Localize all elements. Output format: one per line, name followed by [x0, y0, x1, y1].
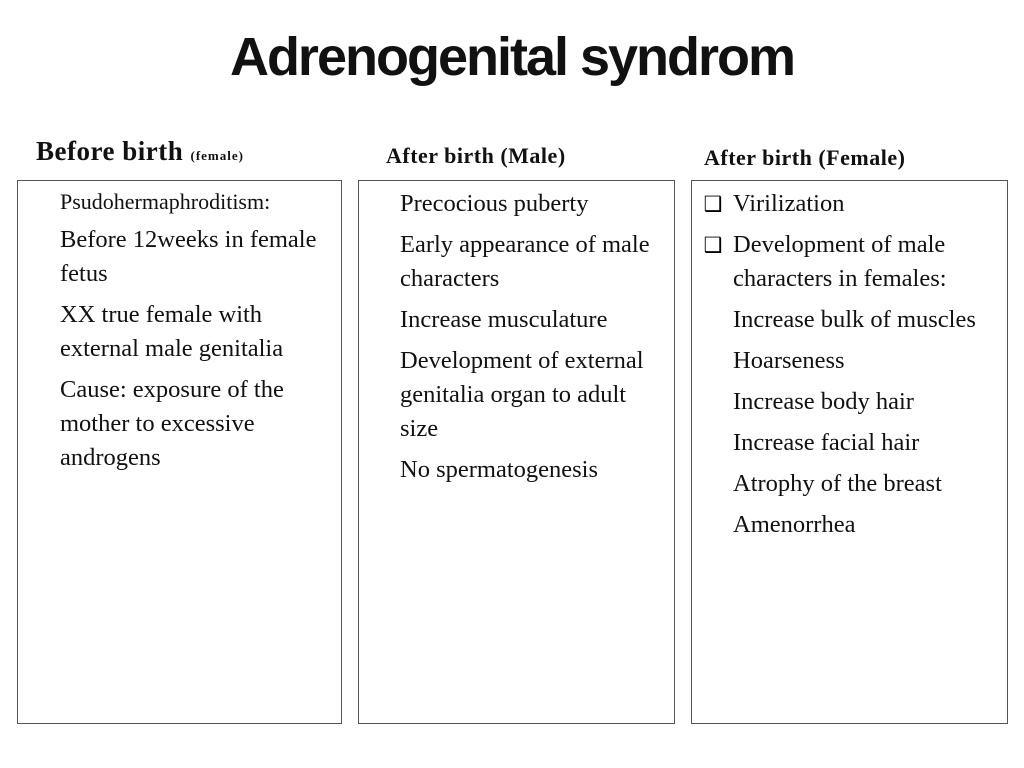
list-item [369, 303, 668, 337]
list-item [28, 187, 335, 217]
list-item [28, 373, 335, 475]
column-heading-note: (female) [190, 148, 244, 163]
slide-title: Adrenogenital syndrom [229, 27, 795, 87]
list-item [369, 187, 668, 221]
before-birth-box [17, 180, 342, 724]
list-item-text: Cause: exposure of the mother to excessive androgens [60, 376, 284, 471]
list-item-text: Amenorrhea [733, 511, 856, 538]
list-item-text: XX true female with external male genitalia [60, 301, 284, 362]
list-item-text: Atrophy of the breast [733, 470, 942, 497]
after-birth-male-box [358, 180, 675, 724]
list-item-text: Increase musculature [400, 306, 608, 333]
list-item-text: Hoarseness [733, 347, 845, 374]
checkbox-bullet-icon: ❑ [703, 192, 723, 216]
list-item-text: Development of external genitalia organ to adult size [400, 347, 644, 442]
before-birth-list [28, 187, 335, 475]
list-item [369, 344, 668, 446]
list-item-text: No spermatogenesis [400, 456, 598, 483]
list-item [702, 228, 1001, 296]
after-birth-female-box [691, 180, 1008, 724]
list-item [702, 303, 1001, 337]
column-heading-after-birth-male: After birth (Male) [386, 143, 566, 168]
list-item-text: Increase bulk of muscles [733, 306, 976, 333]
list-item [702, 426, 1001, 460]
list-item-text: Increase facial hair [733, 429, 920, 456]
list-item [702, 187, 1001, 221]
list-item-text: Virilization [733, 190, 845, 217]
after-birth-male-list [369, 187, 668, 487]
list-item [702, 344, 1001, 378]
column-heading-text: Before birth [36, 136, 184, 166]
list-item [28, 223, 335, 291]
checkbox-bullet-icon: ❑ [703, 233, 723, 257]
list-item [28, 298, 335, 366]
column-heading-after-birth-female: After birth (Female) [704, 145, 906, 170]
list-item [702, 508, 1001, 542]
list-item-text: Increase body hair [733, 388, 914, 415]
list-item-text: Psudohermaphroditism: [60, 189, 271, 214]
column-heading-before-birth [36, 136, 244, 167]
list-item [369, 228, 668, 296]
list-item-text: Early appearance of male characters [400, 231, 650, 292]
after-birth-female-list [702, 187, 1001, 542]
list-item-text: Before 12weeks in female fetus [60, 226, 317, 287]
list-item [702, 467, 1001, 501]
list-item [369, 453, 668, 487]
list-item-text: Precocious puberty [400, 190, 589, 217]
list-item [702, 385, 1001, 419]
list-item-text: Development of male characters in females: [733, 231, 947, 292]
